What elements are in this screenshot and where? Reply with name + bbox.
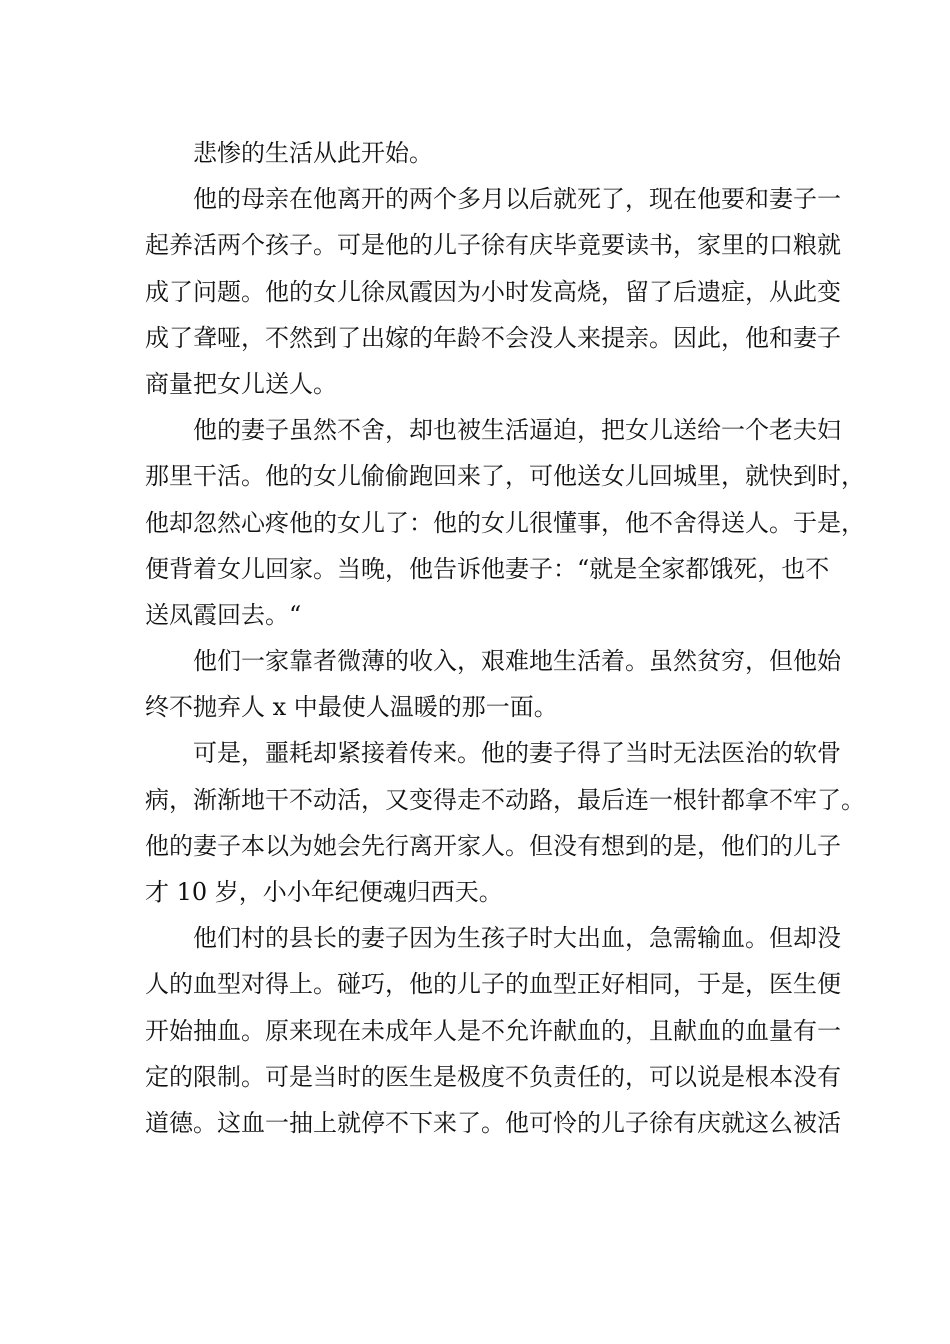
text-line: 他的妻子本以为她会先行离开家人。但没有想到的是，他们的儿子 (145, 831, 841, 860)
text-line: 起养活两个孩子。可是他的儿子徐有庆毕竟要读书，家里的口粮就 (145, 231, 841, 260)
text-line: 那里干活。他的女儿偷偷跑回来了，可他送女儿回城里，就快到时， (145, 462, 865, 491)
text-line: 他却忽然心疼他的女儿了：他的女儿很懂事，他不舍得送人。于是， (145, 508, 865, 537)
text-line: 便背着女儿回家。当晚，他告诉他妻子：“就是全家都饿死，也不 (145, 554, 830, 583)
document-body (145, 130, 865, 1146)
text-line: 成了问题。他的女儿徐凤霞因为小时发高烧，留了后遗症，从此变 (145, 277, 841, 306)
text-line: 他的母亲在他离开的两个多月以后就死了，现在他要和妻子一 (193, 185, 841, 214)
text-line: 成了聋哑，不然到了出嫁的年龄不会没人来提亲。因此，他和妻子 (145, 323, 841, 352)
text-line: 开始抽血。原来现在未成年人是不允许献血的，且献血的血量有一 (145, 1016, 841, 1045)
text-line: 人的血型对得上。碰巧，他的儿子的血型正好相同，于是，医生便 (145, 970, 841, 999)
text-line: 他们村的县长的妻子因为生孩子时大出血，急需输血。但却没 (193, 924, 841, 953)
text-line: 可是，噩耗却紧接着传来。他的妻子得了当时无法医治的软骨 (193, 739, 841, 768)
text-line: 定的限制。可是当时的医生是极度不负责任的，可以说是根本没有 (145, 1062, 841, 1091)
text-line: 他的妻子虽然不舍，却也被生活逼迫，把女儿送给一个老夫妇 (193, 416, 841, 445)
text-line: 商量把女儿送人。 (145, 369, 337, 398)
text-line: 才 10 岁，小小年纪便魂归西天。 (145, 878, 503, 906)
text-line: 病，渐渐地干不动活，又变得走不动路，最后连一根针都拿不牢了。 (145, 785, 865, 814)
text-line: 终不抛弃人 x 中最使人温暖的那一面。 (145, 693, 558, 722)
text-line: 道德。这血一抽上就停不下来了。他可怜的儿子徐有庆就这么被活 (145, 1108, 841, 1137)
text-line: 悲惨的生活从此开始。 (193, 139, 433, 167)
text-line: 送凤霞回去。“ (145, 600, 302, 629)
text-line: 他们一家靠者微薄的收入，艰难地生活着。虽然贫穷，但他始 (193, 647, 841, 676)
